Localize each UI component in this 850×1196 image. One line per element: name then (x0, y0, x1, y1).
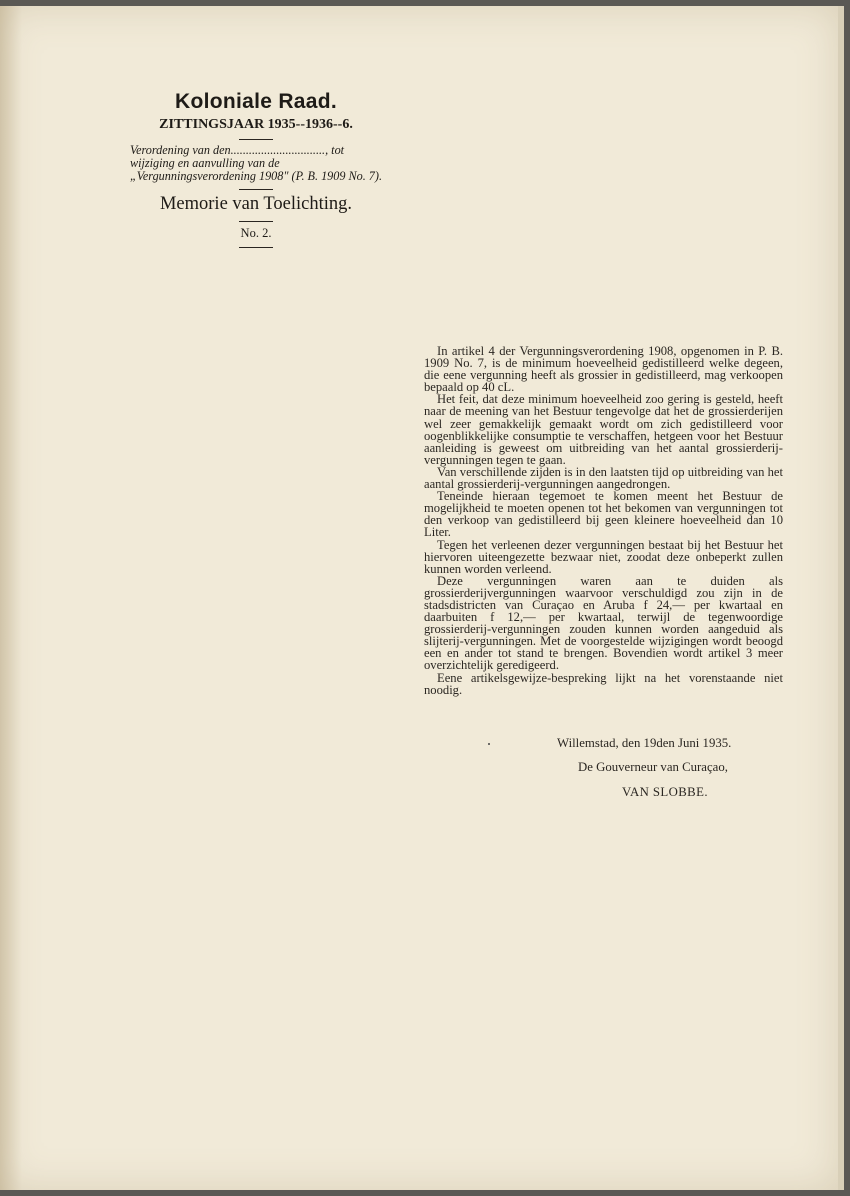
paragraph: Eene artikelsgewijze-bespreking lijkt na het vorenstaande niet noodig. (424, 670, 783, 697)
explanatory-text (424, 345, 783, 696)
divider (239, 221, 273, 222)
document-number: No. 2. (240, 226, 272, 240)
paragraph: Teneinde hieraan tegemoet te komen meent het Bestuur de mogelijkheid te moeten openen tot het bekomen van vergunningen tot den verkoop van gedistilleerd bij geen kleinere hoeveelheid dan 10 Liter. (424, 489, 783, 540)
divider (239, 189, 273, 190)
divider (239, 139, 273, 140)
ordinance-description: Verordening van den..............................., tot wijziging en aanvulling van de „Vergunningsverordening 1908" (P. B. 1909 No. 7). (130, 143, 383, 183)
session-year: ZITTINGSJAAR 1935--1936--6. (159, 117, 353, 132)
page-right-edge (838, 6, 844, 1190)
governor-title: De Gouverneur van Curaçao, (578, 760, 728, 774)
paragraph: In artikel 4 der Vergunningsverordening 1908, opgenomen in P. B. 1909 No. 7, is de minimum hoeveelheid gedistilleerd welke degeen, die eene vergunning heeft als grossier in gedistilleerd, mag verkoopen bepaald op 40 cL. (424, 344, 783, 395)
page-edge-shadow (0, 6, 22, 1190)
document-title: Memorie van Toelichting. (159, 194, 353, 214)
paragraph: Deze vergunningen waren aan te duiden als grossierderijvergunningen waarvoor verschuldigd zou zijn in de stadsdistricten van Curaçao en Aruba f 24,— per kwartaal en daarbuiten f 12,— per kwartaal, terwijl de tegenwoordige grossierderij-vergunningen zouden kunnen worden aangeduid als slijterij-vergunningen. Met de voorgestelde wijzigingen wordt beoogd een en ander tot stand te brengen. Bovendien wordt artikel 3 meer overzichtelijk geredigeerd. (424, 573, 783, 673)
place-and-date: Willemstad, den 19den Juni 1935. (557, 736, 732, 750)
paragraph: Tegen het verleenen dezer vergunningen bestaat bij het Bestuur het hiervoren uiteengezette bezwaar niet, zoodat deze onbeperkt zullen kunnen worden verleend. (424, 537, 783, 576)
paragraph: Van verschillende zijden is in den laatsten tijd op uitbreiding van het aantal grossierderij-vergunningen aangedrongen. (424, 464, 783, 492)
paragraph: Het feit, dat deze minimum hoeveelheid zoo gering is gesteld, heeft naar de meening van het Bestuur tengevolge dat het de grossierderijen wel zeer gemakkelijk gemaakt wordt om zich gedistilleerd voor oogenblikkelijke consumptie te verschaffen, hetgeen voor het Bestuur aanleiding is geweest om uitbreiding van het aantal grossierderij-vergunningen tegen te gaan. (424, 392, 783, 467)
document-header (125, 90, 387, 252)
ink-speck (488, 743, 490, 745)
document-page (0, 6, 838, 1190)
signatory-name: VAN SLOBBE. (622, 785, 708, 799)
council-title: Koloniale Raad. (174, 90, 338, 113)
divider (239, 247, 273, 248)
